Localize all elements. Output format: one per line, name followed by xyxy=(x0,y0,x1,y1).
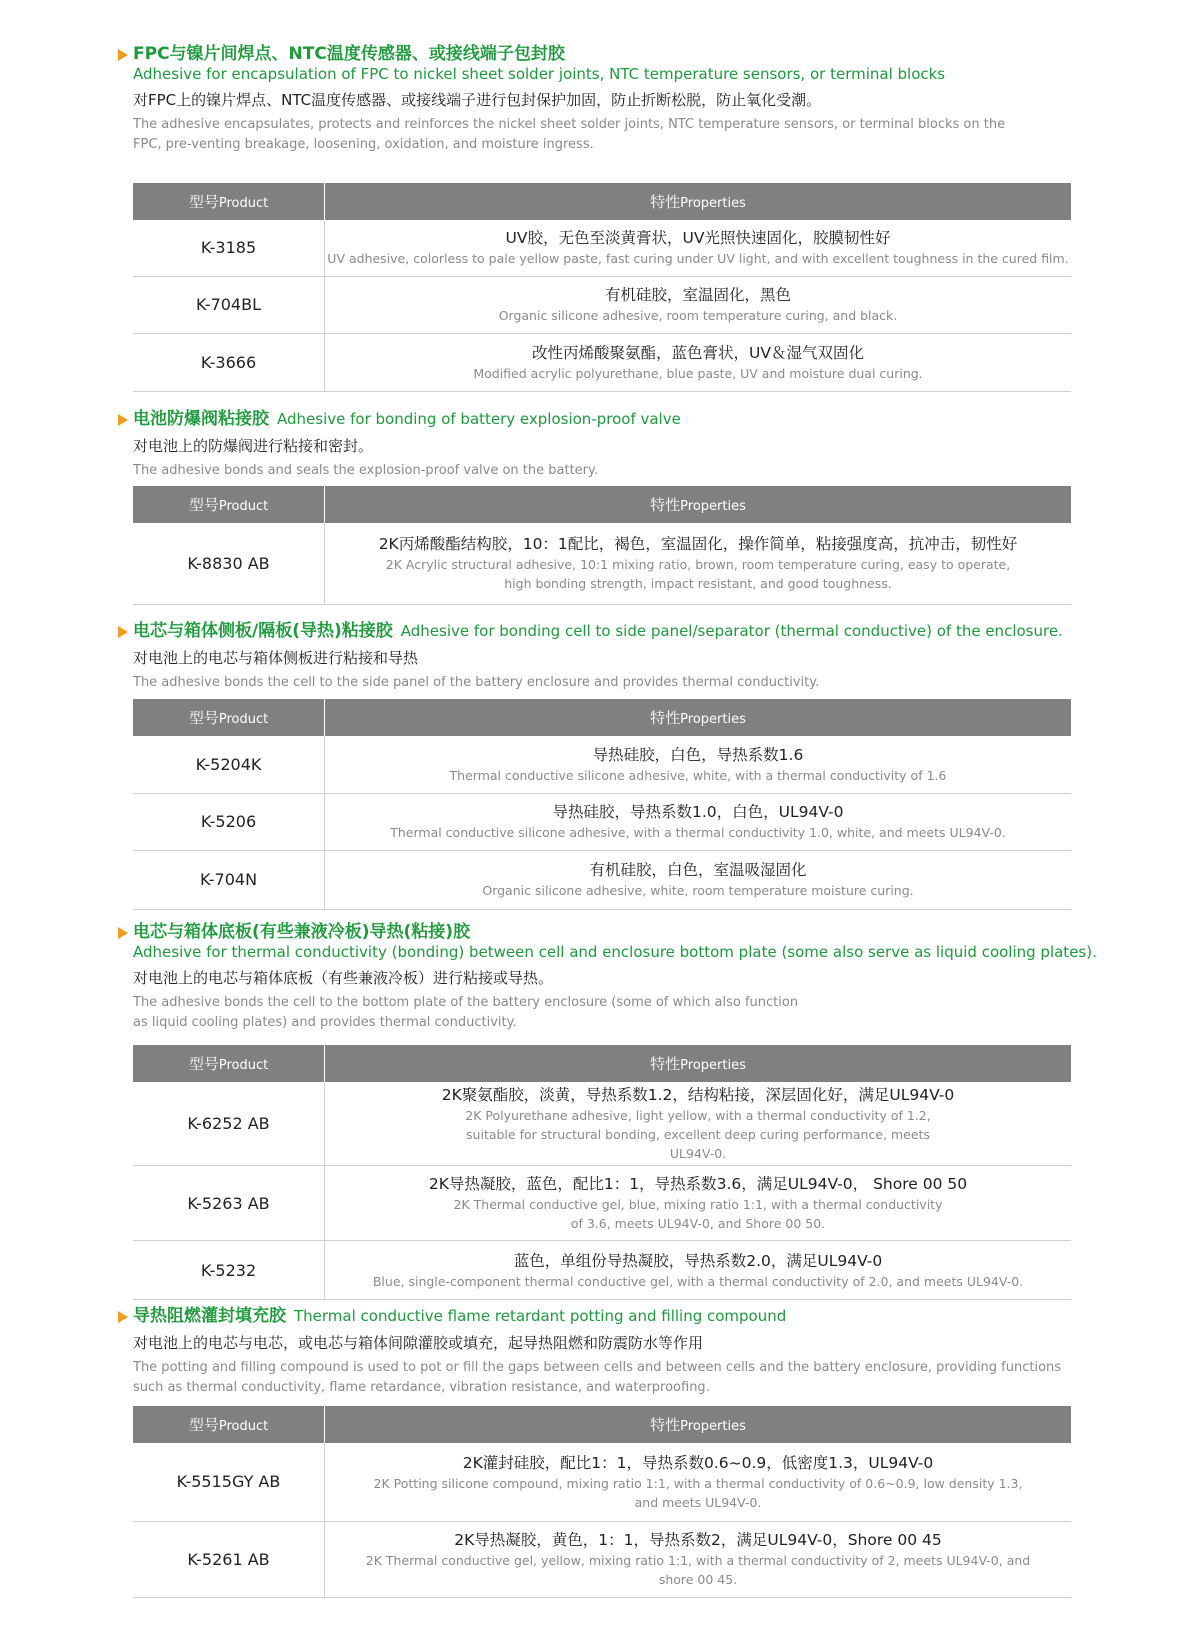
product-model: K-5263 AB xyxy=(133,1166,325,1241)
section-fpc-encapsulation xyxy=(133,44,1073,155)
product-properties xyxy=(325,736,1072,793)
section-desc-cn: 对电池上的电芯与箱体底板（有些兼液冷板）进行粘接或导热。 xyxy=(133,969,554,988)
table-header-row xyxy=(133,486,1071,523)
section-title-en: Adhesive for encapsulation of FPC to nickel sheet solder joints, NTC temperature sensors, or terminal blocks xyxy=(133,65,946,84)
product-properties xyxy=(325,276,1072,333)
prop-cn: 蓝色，单组份导热凝胶，导热系数2.0，满足UL94V-0 xyxy=(513,1251,883,1270)
section-title-en: Adhesive for thermal conductivity (bonding) between cell and enclosure bottom plate (some also serve as liquid cooling plates). xyxy=(133,943,1097,962)
triangle-bullet-icon xyxy=(118,927,128,939)
header-properties-cn: 特性 xyxy=(650,1416,681,1434)
header-properties xyxy=(325,1406,1072,1443)
header-properties xyxy=(325,1045,1072,1082)
table-header-row xyxy=(133,699,1071,736)
table-header-row xyxy=(133,1045,1071,1082)
header-product xyxy=(133,1406,325,1443)
product-properties xyxy=(325,850,1072,909)
table-row xyxy=(133,523,1071,604)
product-properties xyxy=(325,220,1072,276)
header-properties-cn: 特性 xyxy=(650,496,681,514)
product-table-bottom-plate xyxy=(133,1045,1071,1300)
header-product-cn: 型号 xyxy=(188,1055,219,1073)
prop-en: Organic silicone adhesive, white, room temperature moisture curing. xyxy=(482,883,914,898)
product-model: K-3185 xyxy=(133,220,325,276)
prop-en: Organic silicone adhesive, room temperature curing, and black. xyxy=(498,308,898,323)
product-properties xyxy=(325,793,1072,850)
section-title-cn: 电芯与箱体底板(有些兼液冷板)导热(粘接)胶 xyxy=(133,922,471,942)
table-row xyxy=(133,850,1071,909)
product-model: K-5261 AB xyxy=(133,1521,325,1597)
table-row xyxy=(133,276,1071,333)
prop-cn: 导热硅胶，导热系数1.0，白色，UL94V-0 xyxy=(552,803,844,821)
section-desc-cn: 对FPC上的镍片焊点、NTC温度传感器、或接线端子进行包封保护加固，防止折断松脱，防止氧化受潮。 xyxy=(133,91,822,110)
header-properties-cn: 特性 xyxy=(650,1055,681,1073)
prop-cn: 有机硅胶，白色，室温吸湿固化 xyxy=(589,861,807,879)
table-row xyxy=(133,1241,1071,1300)
product-model: K-5515GY AB xyxy=(133,1443,325,1521)
prop-cn: 2K导热凝胶，蓝色，配比1：1，导热系数3.6，满足UL94V-0， Shore 00 50 xyxy=(428,1175,968,1193)
product-table-fpc xyxy=(133,183,1071,392)
section-desc-en: The adhesive bonds the cell to the side panel of the battery enclosure and provides thermal conductivity. xyxy=(133,675,820,691)
section-desc-en: The potting and filling compound is used to pot or fill the gaps between cells and between cells and the battery enclosure, providing functions such as thermal conductivity, flame retardance, vibration resistance, and waterproofing. xyxy=(133,1360,1062,1396)
product-model: K-5204K xyxy=(133,736,325,793)
product-model: K-3666 xyxy=(133,333,325,391)
prop-en: 2K Acrylic structural adhesive, 10:1 mixing ratio, brown, room temperature curing, easy to operate, high bonding strength, impact resistant, and good toughness. xyxy=(385,557,1011,592)
section-title xyxy=(133,621,1073,641)
table-header-row xyxy=(133,183,1071,220)
section-desc-cn: 对电池上的电芯与箱体侧板进行粘接和导热 xyxy=(133,649,419,668)
section-explosion-valve xyxy=(133,409,1073,481)
section-desc-cn: 对电池上的防爆阀进行粘接和密封。 xyxy=(133,437,374,456)
section-desc-en: The adhesive encapsulates, protects and reinforces the nickel sheet solder joints, NTC temperature sensors, or terminal blocks on the FPC, pre-venting breakage, loosening, oxidation, and moisture ingress. xyxy=(133,117,1006,153)
section-desc-en: The adhesive bonds the cell to the bottom plate of the battery enclosure (some of which also function as liquid cooling plates) and provides thermal conductivity. xyxy=(133,995,799,1031)
prop-en: UV adhesive, colorless to pale yellow paste, fast curing under UV light, and with excellent toughness in the cured film. xyxy=(327,251,1069,267)
triangle-bullet-icon xyxy=(118,49,128,61)
product-model: K-6252 AB xyxy=(133,1082,325,1166)
section-bottom-plate xyxy=(133,922,1097,1033)
section-title-cn: FPC与镍片间焊点、NTC温度传感器、或接线端子包封胶 xyxy=(133,44,565,64)
header-product-en: Product xyxy=(218,1419,269,1434)
prop-cn: UV胶，无色至淡黄膏状，UV光照快速固化，胶膜韧性好 xyxy=(505,229,891,248)
prop-cn: 2K聚氨酯胶，淡黄，导热系数1.2，结构粘接，深层固化好，满足UL94V-0 xyxy=(441,1086,955,1104)
header-product xyxy=(133,486,325,523)
header-product-en: Product xyxy=(218,196,269,211)
header-properties-en: Properties xyxy=(680,196,746,211)
header-product-cn: 型号 xyxy=(188,1416,219,1434)
product-model: K-704BL xyxy=(133,276,325,333)
section-title-cn: 电芯与箱体侧板/隔板(导热)粘接胶 xyxy=(133,621,393,641)
table-header-row xyxy=(133,1406,1071,1443)
prop-cn: 改性丙烯酸聚氨酯，蓝色膏状，UV＆湿气双固化 xyxy=(532,343,864,362)
product-model: K-5206 xyxy=(133,793,325,850)
prop-en: 2K Potting silicone compound, mixing ratio 1:1, with a thermal conductivity of 0.6~0.9, low density 1.3, and meets UL94V-0. xyxy=(373,1475,1023,1510)
product-model: K-8830 AB xyxy=(133,523,325,604)
header-product xyxy=(133,183,325,220)
table-row xyxy=(133,1082,1071,1166)
header-product-cn: 型号 xyxy=(188,496,219,514)
section-title-en: Thermal conductive flame retardant potting and filling compound xyxy=(294,1307,787,1325)
section-title xyxy=(133,409,1073,429)
header-properties-cn: 特性 xyxy=(650,193,681,211)
header-product-en: Product xyxy=(218,1058,269,1073)
header-properties-en: Properties xyxy=(680,499,746,514)
product-model: K-5232 xyxy=(133,1241,325,1300)
triangle-bullet-icon xyxy=(118,626,128,638)
table-row xyxy=(133,1521,1071,1597)
header-properties xyxy=(325,183,1072,220)
section-title-en: Adhesive for bonding of battery explosion-proof valve xyxy=(277,410,681,428)
table-row xyxy=(133,1443,1071,1521)
triangle-bullet-icon xyxy=(118,1311,128,1323)
section-desc-cn: 对电池上的电芯与电芯，或电芯与箱体间隙灌胶或填充，起导热阻燃和防震防水等作用 xyxy=(133,1334,704,1353)
product-table-side-panel xyxy=(133,699,1071,910)
prop-cn: 2K丙烯酸酯结构胶，10：1配比，褐色，室温固化，操作简单，粘接强度高，抗冲击，韧性好 xyxy=(378,535,1018,554)
header-product-cn: 型号 xyxy=(188,193,219,211)
header-product xyxy=(133,699,325,736)
product-properties xyxy=(325,1443,1072,1521)
header-product-cn: 型号 xyxy=(188,709,219,727)
header-properties-en: Properties xyxy=(680,1419,746,1434)
prop-cn: 2K灌封硅胶，配比1：1，导热系数0.6~0.9，低密度1.3，UL94V-0 xyxy=(462,1453,934,1472)
prop-en: 2K Polyurethane adhesive, light yellow, with a thermal conductivity of 1.2, suitable for structural bonding, excellent deep curing performance, meets UL94V-0. xyxy=(465,1108,931,1161)
table-row xyxy=(133,333,1071,391)
prop-en: Modified acrylic polyurethane, blue paste, UV and moisture dual curing. xyxy=(473,365,923,381)
product-table-explosion-valve xyxy=(133,486,1071,605)
section-title xyxy=(133,44,1073,83)
product-properties xyxy=(325,333,1072,391)
prop-en: Blue, single-component thermal conductive gel, with a thermal conductivity of 2.0, and meets UL94V-0. xyxy=(372,1273,1024,1289)
prop-en: Thermal conductive silicone adhesive, white, with a thermal conductivity of 1.6 xyxy=(449,767,947,783)
section-potting xyxy=(133,1306,1073,1398)
prop-en: 2K Thermal conductive gel, yellow, mixing ratio 1:1, with a thermal conductivity of 2, meets UL94V-0, and shore 00 45. xyxy=(365,1553,1031,1587)
product-properties xyxy=(325,1166,1072,1241)
prop-cn: 2K导热凝胶，黄色，1：1，导热系数2，满足UL94V-0，Shore 00 45 xyxy=(454,1531,942,1549)
prop-cn: 有机硅胶，室温固化，黑色 xyxy=(604,286,791,304)
section-desc-en: The adhesive bonds and seals the explosion-proof valve on the battery. xyxy=(133,463,598,479)
table-row xyxy=(133,1166,1071,1241)
section-title-cn: 电池防爆阀粘接胶 xyxy=(133,409,269,429)
prop-en: 2K Thermal conductive gel, blue, mixing ratio 1:1, with a thermal conductivity of 3.6, meets UL94V-0, and Shore 00 50. xyxy=(453,1197,943,1231)
table-row xyxy=(133,220,1071,276)
header-properties xyxy=(325,486,1072,523)
header-properties-cn: 特性 xyxy=(650,709,681,727)
product-model: K-704N xyxy=(133,850,325,909)
table-row xyxy=(133,736,1071,793)
product-properties xyxy=(325,523,1072,604)
header-properties-en: Properties xyxy=(680,1058,746,1073)
section-title xyxy=(133,922,1097,962)
section-title xyxy=(133,1306,1073,1326)
header-properties xyxy=(325,699,1072,736)
table-row xyxy=(133,793,1071,850)
section-title-cn: 导热阻燃灌封填充胶 xyxy=(133,1306,286,1326)
product-properties xyxy=(325,1241,1072,1300)
section-title-en: Adhesive for bonding cell to side panel/separator (thermal conductive) of the enclosure. xyxy=(400,622,1063,640)
header-product xyxy=(133,1045,325,1082)
triangle-bullet-icon xyxy=(118,414,128,426)
header-properties-en: Properties xyxy=(680,712,746,727)
header-product-en: Product xyxy=(218,712,269,727)
section-side-panel xyxy=(133,621,1073,693)
prop-en: Thermal conductive silicone adhesive, with a thermal conductivity 1.0, white, and meets UL94V-0. xyxy=(390,825,1006,840)
prop-cn: 导热硅胶，白色，导热系数1.6 xyxy=(592,745,804,764)
product-table-potting xyxy=(133,1406,1071,1598)
product-properties xyxy=(325,1521,1072,1597)
product-properties xyxy=(325,1082,1072,1166)
header-product-en: Product xyxy=(218,499,269,514)
